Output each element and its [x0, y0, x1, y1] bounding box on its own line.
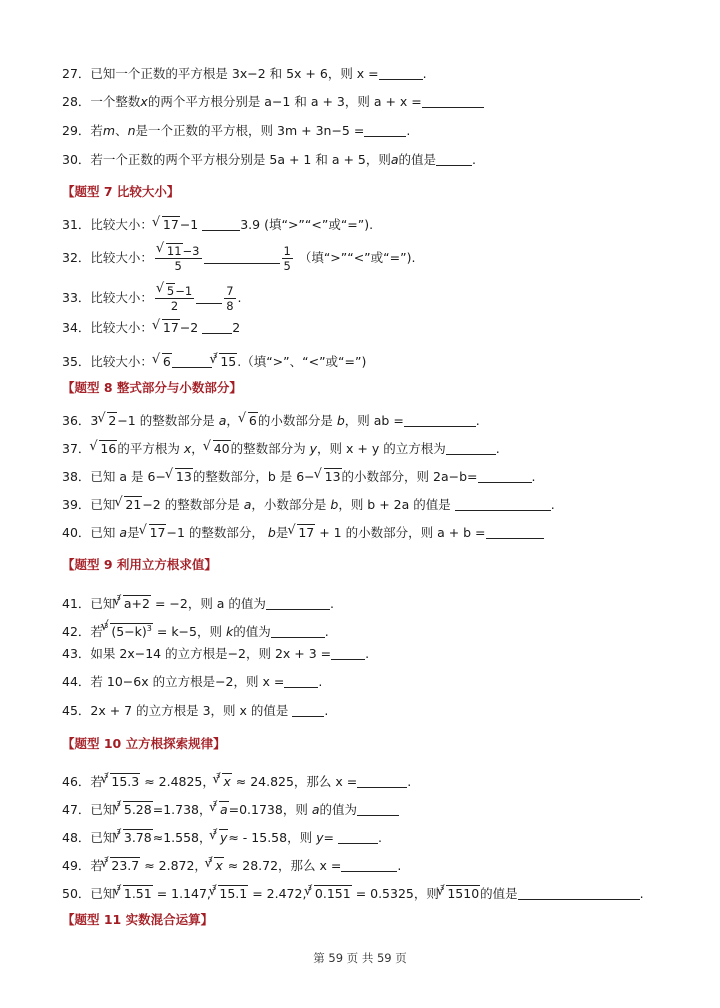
cube-root-symbol: √ 15.1 — [209, 884, 248, 904]
cube-root-symbol: √ 0.151 — [305, 884, 352, 904]
question-41: 41．已知$^3$√ a+2 = −2，则 a 的值为 . — [62, 588, 334, 614]
question-49: 49．若$^3$√ 23.7 ≈ 2.872，$^3$√ x ≈ 28.72，那么 x = . — [62, 850, 401, 876]
section-heading-type-10: 【题型 10 立方根探索规律】 — [62, 736, 226, 751]
answer-blank[interactable] — [284, 674, 318, 688]
question-43: 43．如果 2x−14 的立方根是−2，则 2x + 3 = . — [62, 646, 370, 661]
answer-blank[interactable] — [202, 217, 240, 231]
sqrt-symbol: √ 6 — [153, 352, 172, 372]
question-37: 37．√ 16的平方根为 x，√ 40的整数部分为 y，则 x + y 的立方根为 . — [62, 439, 500, 459]
fraction: $\frac{7}{8}$ — [226, 284, 234, 313]
section-heading-type-7: 【题型 7 比较大小】 — [62, 184, 180, 199]
sqrt-symbol: √ 21 — [115, 495, 142, 515]
cube-root-symbol: √ x — [213, 772, 231, 792]
answer-blank[interactable] — [422, 94, 484, 108]
section-heading-type-9: 【题型 9 利用立方根求值】 — [62, 557, 217, 572]
cube-root-symbol: √ 15.3 — [101, 772, 140, 792]
cube-root-symbol: √ 3.78 — [114, 828, 153, 848]
question-34: 34．比较大小：√ 17−2 2 — [62, 318, 240, 338]
answer-blank[interactable] — [271, 624, 325, 638]
answer-blank[interactable] — [446, 441, 496, 455]
answer-blank[interactable] — [266, 596, 330, 610]
cube-root-symbol: √ a — [210, 800, 229, 820]
question-38: 38．已知 a 是 6−√ 13的整数部分，b 是 6−√ 13的小数部分，则 2a−b= . — [62, 467, 536, 487]
sqrt-symbol: √ 17 — [288, 523, 315, 543]
answer-blank[interactable] — [338, 830, 378, 844]
sqrt-symbol: √ 13 — [166, 467, 193, 487]
answer-blank[interactable] — [204, 250, 280, 264]
answer-blank[interactable] — [357, 802, 399, 816]
answer-blank[interactable] — [292, 703, 324, 717]
question-47: 47．已知$^3$√ 5.28=1.738，$^3$√ a=0.1738，则 a的值为 — [62, 794, 399, 820]
cube-root-symbol: √ y — [210, 828, 228, 848]
sqrt-symbol: √ 17 — [153, 215, 180, 235]
cube-root-symbol: √ x — [205, 856, 223, 876]
question-29: 29．若m、n是一个正数的平方根，则 3m + 3n−5 = . — [62, 123, 411, 138]
cube-root-symbol: √ 1.51 — [114, 884, 153, 904]
fraction: √ $\frac{5-1}{2}$ — [155, 284, 194, 313]
fraction: $\frac{1}{5}$ — [283, 244, 291, 273]
sqrt-symbol: √ 17 — [140, 523, 167, 543]
question-35: 35．比较大小：√ 6 $^3$√ 15.（填“>”、“<”或“=”) — [62, 346, 366, 372]
question-46: 46．若$^3$√ 15.3 ≈ 2.4825，$^3$√ x ≈ 24.825，那么 x = . — [62, 766, 411, 792]
fraction: √ $\frac{11-3}{5}$ — [155, 244, 202, 273]
sqrt-symbol: √ 13 — [315, 467, 342, 487]
cube-root-symbol: √ 15 — [210, 352, 237, 372]
answer-blank[interactable] — [478, 469, 532, 483]
sqrt-symbol: √ 17 — [153, 318, 180, 338]
section-heading-type-11: 【题型 11 实数混合运算】 — [62, 912, 214, 927]
question-50: 50．已知$^3$√ 1.51 = 1.147,$^3$√ 15.1 = 2.472,$^3$√ 0.151 = 0.5325，则$^3$√ 1510的值是 . — [62, 878, 644, 904]
cube-root-symbol: √ 1510 — [437, 884, 480, 904]
answer-blank[interactable] — [518, 886, 640, 900]
answer-blank[interactable] — [364, 123, 406, 137]
question-36: 36．3√ 2−1 的整数部分是 a，√ 6的小数部分是 b，则 ab = . — [62, 411, 480, 431]
question-42: 42．若$^3$√ $(5-k)^3 = k-5$，则 k的值为 . — [62, 616, 329, 642]
answer-blank[interactable] — [172, 354, 212, 368]
question-39: 39．已知√ 21−2 的整数部分是 a，小数部分是 b，则 b + 2a 的值是 . — [62, 495, 555, 515]
answer-blank[interactable] — [357, 774, 407, 788]
answer-blank[interactable] — [202, 320, 232, 334]
answer-blank[interactable] — [404, 413, 476, 427]
question-48: 48．已知$^3$√ 3.78≈1.558，$^3$√ y≈ - 15.58，则 y= . — [62, 822, 382, 848]
question-44: 44．若 10−6x 的立方根是−2，则 x = . — [62, 674, 323, 689]
answer-blank[interactable] — [455, 497, 551, 511]
question-30: 30．若一个正数的两个平方根分别是 5a + 1 和 a + 5，则a的值是 . — [62, 152, 477, 167]
answer-blank[interactable] — [341, 858, 397, 872]
question-32: 32．比较大小： √ $\frac{11-3}{5}$ $\frac{1}{5}$ （填“>”“<”或“=”). — [62, 244, 415, 273]
question-40: 40．已知 a是√ 17−1 的整数部分， b是√ 17 + 1 的小数部分，则 a + b = — [62, 523, 544, 543]
answer-blank[interactable] — [331, 646, 365, 660]
question-28: 28．一个整数x的两个平方根分别是 a−1 和 a + 3，则 a + x = — [62, 92, 484, 112]
cube-root-symbol: √ a+2 — [114, 594, 151, 614]
cube-root-symbol: √ $(5-k)^3$ — [101, 619, 153, 642]
sqrt-symbol: √ 6 — [239, 411, 258, 431]
question-31: 31．比较大小：√ 17−1 3.9 (填“>”“<”或“=”). — [62, 215, 373, 235]
answer-blank[interactable] — [436, 152, 472, 166]
answer-blank[interactable] — [379, 66, 423, 80]
answer-blank[interactable] — [196, 290, 222, 304]
sqrt-symbol: √ 40 — [204, 439, 231, 459]
sqrt-symbol: √ 16 — [90, 439, 117, 459]
sqrt-symbol: √ 2 — [98, 411, 117, 431]
cube-root-symbol: √ 23.7 — [101, 856, 140, 876]
section-heading-type-8: 【题型 8 整式部分与小数部分】 — [62, 380, 242, 395]
answer-blank[interactable] — [486, 525, 544, 539]
page-footer: 第 59 页 共 59 页 — [313, 951, 407, 965]
question-27: 27．已知一个正数的平方根是 3x−2 和 5x + 6，则 x = . — [62, 66, 427, 81]
question-45: 45．2x + 7 的立方根是 3，则 x 的值是 . — [62, 703, 329, 718]
cube-root-symbol: √ 5.28 — [114, 800, 153, 820]
question-33: 33．比较大小： √ $\frac{5-1}{2}$ $\frac{7}{8}$ . — [62, 284, 242, 313]
